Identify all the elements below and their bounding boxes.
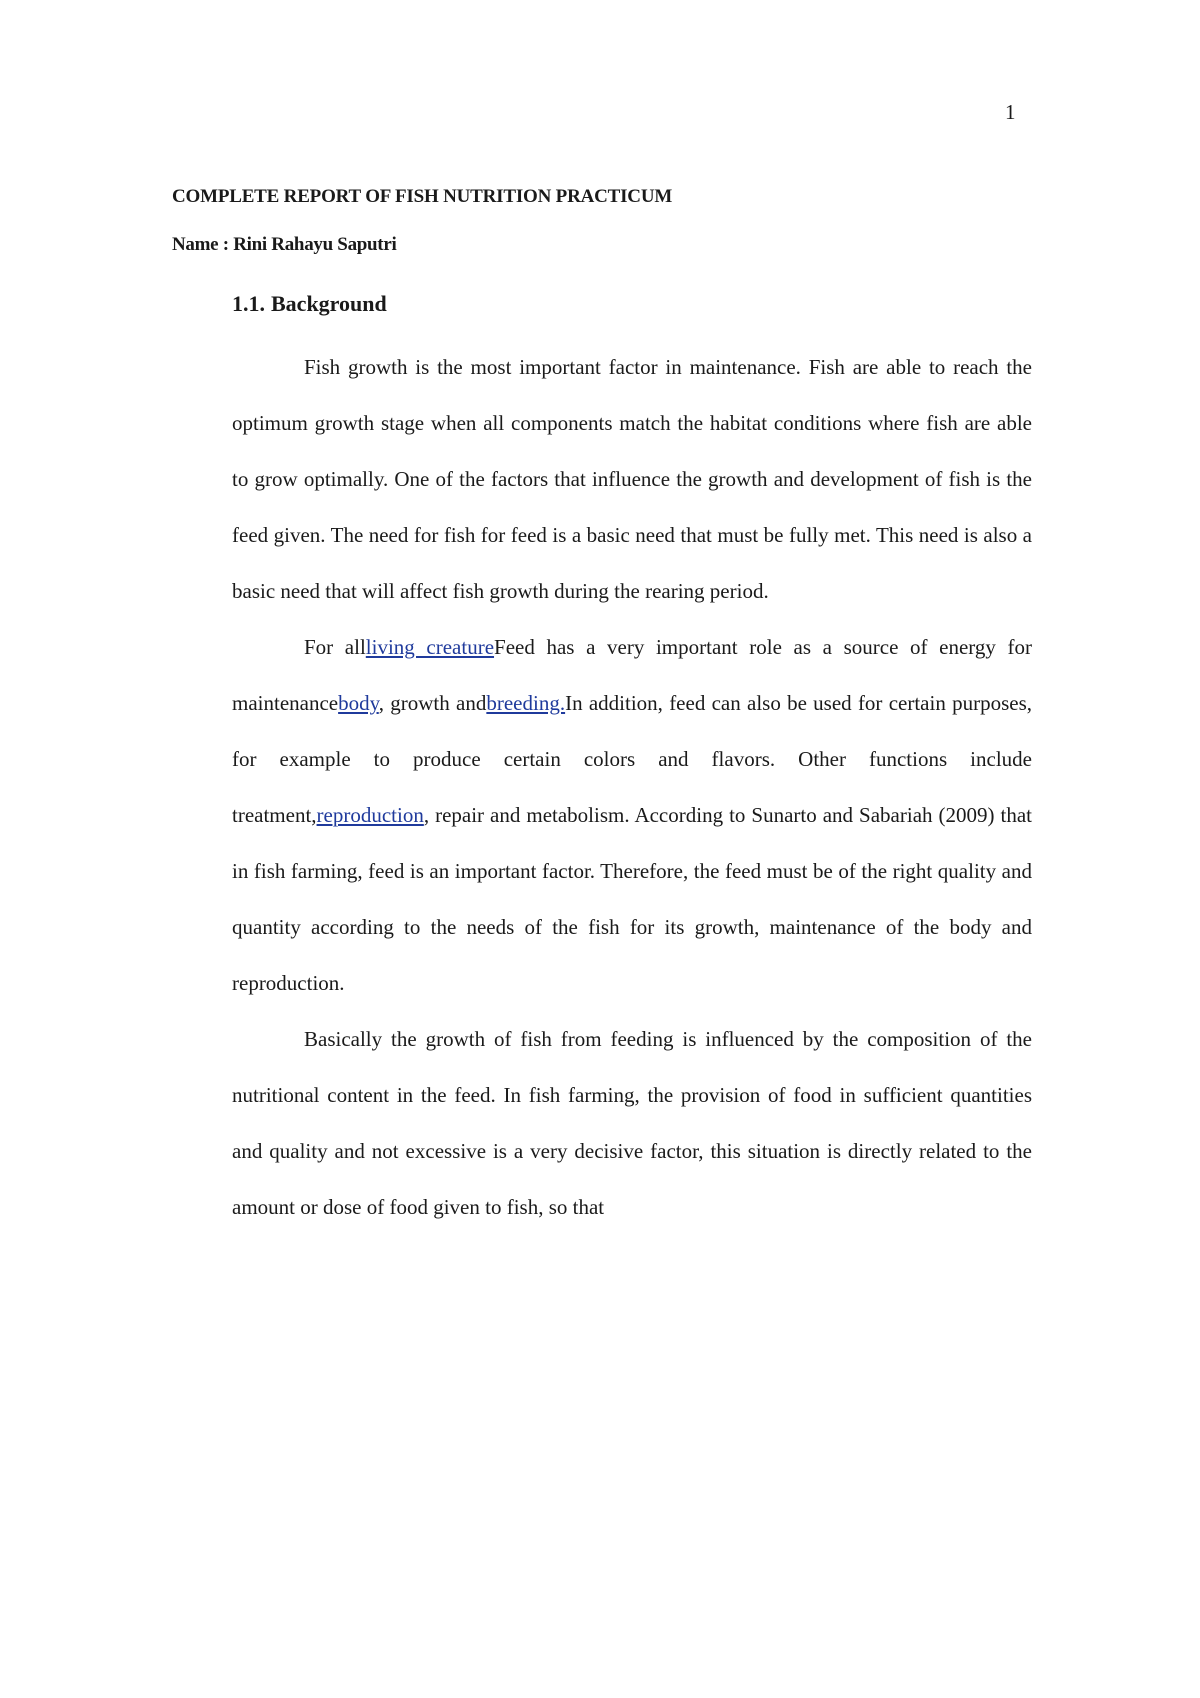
link-living-creature[interactable]: living creature bbox=[365, 635, 495, 659]
section-title: Background bbox=[271, 291, 387, 316]
link-reproduction[interactable]: reproduction bbox=[316, 803, 424, 827]
page-number: 1 bbox=[1005, 100, 1016, 124]
section-number: 1.1. bbox=[232, 291, 265, 316]
paragraph-3: Basically the growth of fish from feeding is influenced by the composition of the nutritional content in the feed. In fish farming, the provision of food in sufficient quantities and quality and not excessive is a very decisive factor, this situation is directly related to the amount or dose of food given to fish, so that bbox=[232, 1027, 1032, 1219]
paragraph-2-text-2: Feed has a very important role as a source of energy for maintenance bbox=[232, 635, 1032, 715]
link-breeding[interactable]: breeding. bbox=[486, 691, 566, 715]
section-heading bbox=[232, 291, 387, 317]
paragraph-2-text-3: , growth and bbox=[378, 691, 487, 715]
paragraph-2-text-5: , repair and metabolism. According to Sunarto and Sabariah (2009) that in fish farming, feed is an important factor. Therefore, the feed must be of the right quality and quantity according to the needs of the fish for its growth, maintenance of the body and reproduction. bbox=[232, 803, 1032, 995]
body-text bbox=[232, 339, 1032, 1235]
paragraph-1: Fish growth is the most important factor in maintenance. Fish are able to reach the optimum growth stage when all components match the habitat conditions where fish are able to grow optimally. One of the factors that influence the growth and development of fish is the feed given. The need for fish for feed is a basic need that must be fully met. This need is also a basic need that will affect fish growth during the rearing period. bbox=[232, 355, 1032, 603]
paragraph-2-text-1: For all bbox=[304, 635, 366, 659]
author-name: Name : Rini Rahayu Saputri bbox=[172, 234, 397, 255]
paragraph-2-text-4: In addition, feed can also be used for certain purposes, for example to produce certain colors and flavors. Other functions include treatment, bbox=[232, 691, 1032, 827]
document-title: COMPLETE REPORT OF FISH NUTRITION PRACTICUM bbox=[172, 186, 673, 207]
paragraph-2 bbox=[232, 619, 1032, 1011]
link-body[interactable]: body bbox=[338, 691, 379, 715]
